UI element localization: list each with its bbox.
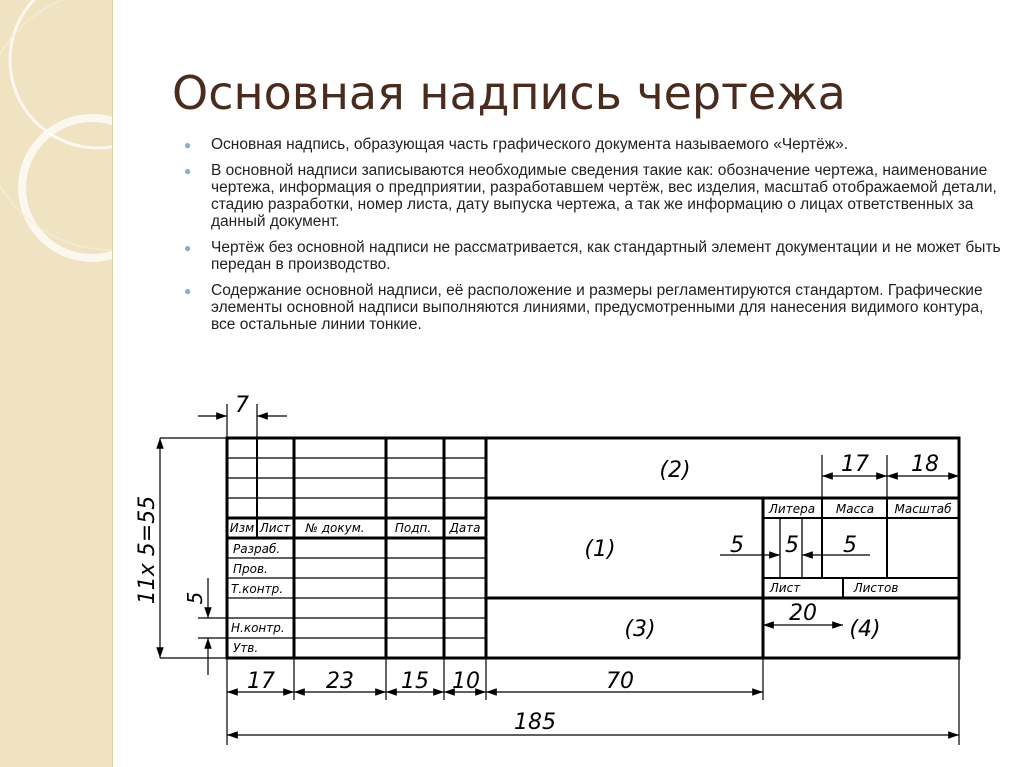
dim-bottom-5: 70 [606, 669, 634, 694]
row-label-prov: Пров. [233, 562, 268, 576]
list-item [184, 282, 1004, 333]
dim-total: 185 [514, 710, 556, 735]
bullet-icon: ● [184, 241, 192, 255]
bullet-list [184, 136, 1004, 342]
dim-litera-2: 5 [785, 533, 799, 558]
field-label-2: (2) [659, 458, 691, 483]
header-label-doc: № докум. [305, 521, 365, 535]
dim-right-top-1: 17 [841, 452, 869, 477]
header-label-podp: Подп. [394, 521, 432, 535]
dim-bottom-3: 15 [401, 669, 429, 694]
list-item [184, 162, 1004, 230]
header-label-list: Лист [259, 521, 291, 535]
row-label-utv: Утв. [233, 641, 259, 655]
field-label-4: (4) [849, 617, 881, 642]
dim-litera-3: 5 [843, 533, 857, 558]
label-listov: Листов [853, 581, 899, 595]
dimension-lines [160, 416, 959, 735]
dim-left-total: 11x 5=55 [135, 495, 160, 605]
dim-bottom-1: 17 [247, 669, 275, 694]
dim-litera-1: 5 [730, 533, 744, 558]
bullet-icon: ● [184, 164, 192, 178]
dim-left-row: 5 [183, 591, 207, 605]
dim-bottom-2: 23 [326, 669, 354, 694]
extension-lines [160, 404, 959, 745]
title-block-drawing [130, 385, 970, 755]
label-massa: Масса [835, 502, 875, 516]
bullet-text: В основной надписи записываются необходимые сведения такие как: обозначение чертежа, наименование чертежа, информация о предприятии, разработавшем чертёж, вес изделия, масштаб отображаемой детали, стадию разработки, номер листа, дату выпуска чертежа, а так же информацию о лицах ответственных за данный документ. [211, 162, 997, 230]
list-item [184, 239, 1004, 273]
row-label-nkontr: Н.контр. [231, 621, 285, 635]
field-label-3: (3) [624, 617, 656, 642]
bullet-text: Чертёж без основной надписи не рассматривается, как стандартный элемент документации и не может быть передан в производство. [211, 239, 1001, 273]
row-label-razrab: Разраб. [233, 542, 281, 556]
field-label-1: (1) [584, 537, 616, 562]
label-litera: Литера [768, 502, 816, 516]
dim-list: 20 [789, 601, 817, 626]
header-label-izm: Изм [229, 521, 255, 535]
bullet-text: Содержание основной надписи, её расположение и размеры регламентируются стандартом. Графические элементы основной надписи выполняются линиями, предусмотренными для нанесения видимого контура, все остальные линии тонкие. [211, 282, 984, 333]
row-label-tkontr: Т.контр. [231, 582, 284, 596]
decorative-circles-icon [0, 0, 112, 767]
dim-top: 7 [235, 393, 249, 418]
dim-bottom-4: 10 [452, 669, 480, 694]
page-title: Основная надпись чертежа [172, 66, 846, 120]
bullet-icon: ● [184, 138, 192, 152]
label-masshtab: Масштаб [894, 502, 952, 516]
decorative-sidebar [0, 0, 113, 767]
bullet-icon: ● [184, 284, 192, 298]
header-label-date: Дата [449, 521, 481, 535]
bullet-text: Основная надпись, образующая часть графического документа называемого «Чертёж». [211, 136, 849, 153]
dim-right-top-2: 18 [911, 452, 939, 477]
list-item [184, 136, 1004, 153]
label-list: Лист [769, 581, 801, 595]
